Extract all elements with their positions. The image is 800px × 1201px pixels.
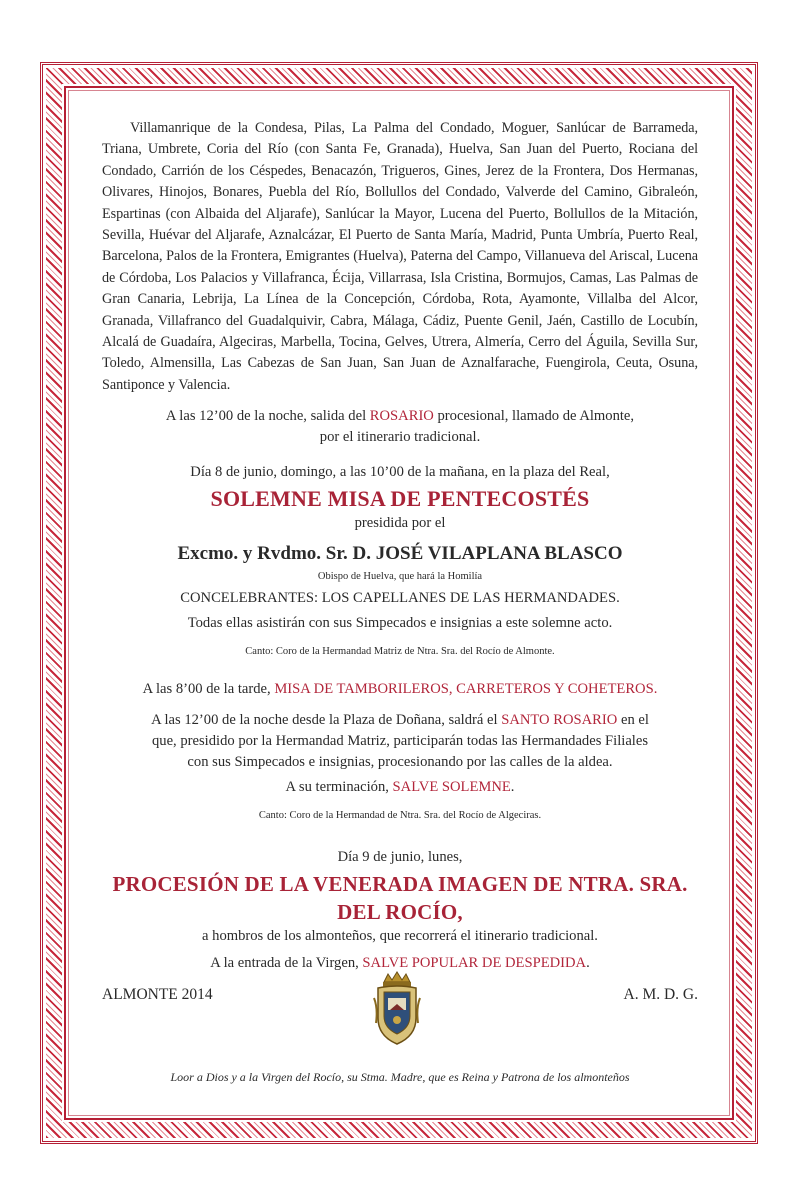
salve-line	[102, 777, 698, 798]
misa-title: SOLEMNE MISA DE PENTECOSTÉS	[210, 486, 590, 512]
towns-paragraph: Villamanrique de la Condesa, Pilas, La Palma del Condado, Moguer, Sanlúcar de Barrameda, Triana, Umbrete, Coria del Río (con Santa Fe, Granada), Huelva, San Juan del Puerto, Rociana del Condado, Carrión de los Céspedes, Benacazón, Trigueros, Gines, Jerez de la Frontera, Dos Hermanas, Olivares, Hinojos, Bonares, Puebla del Río, Bollullos del Condado, Valverde del Camino, Gibraleón, Espartinas (con Albaida del Aljarafe), Sanlúcar la Mayor, Lucena del Puerto, Bollullos de la Mitación, Sevilla, Huévar del Aljarafe, Aznalcázar, El Puerto de Santa María, Madrid, Punta Umbría, Puerto Real, Barcelona, Palos de la Frontera, Emigrantes (Huelva), Paterna del Campo, Villanueva del Ariscal, Lucena de Córdoba, Los Palacios y Villafranca, Écija, Villarrasa, Isla Cristina, Bormujos, Camas, Las Palmas de Gran Canaria, Lebrija, La Línea de la Concepción, Córdoba, Rota, Ayamonte, Villalba del Alcor, Granada, Villafranco del Guadalquivir, Cabra, Málaga, Cádiz, Puente Genil, Jaén, Castillo de Locubín, Alcalá de Guadaíra, Algeciras, Marbella, Tocina, Gelves, Utrera, Almería, Cerro del Águila, Sevilla Sur, Toledo, Almensilla, Las Cabezas de San Juan, San Juan de Aznalfarache, Fuengirola, Ceuta, Osuna, Santiponce y Valencia.	[102, 120, 698, 393]
bishop-role: Obispo de Huelva, que hará la Homilía	[317, 571, 483, 583]
procesion-line2: a hombros de los almonteños, que recorrerá el itinerario tradicional.	[202, 928, 598, 945]
santo-rosario-pre: A las 12’00 de la noche desde la Plaza de Doñana, saldrá el	[151, 712, 502, 729]
procesion-title: PROCESIÓN DE LA VENERADA IMAGEN DE NTRA. SRA. DEL ROCÍO,	[112, 872, 688, 925]
rosario-line2: por el itinerario tradicional.	[319, 429, 481, 446]
entrada-highlight: SALVE POPULAR DE DESPEDIDA	[362, 955, 587, 972]
document-body	[102, 118, 698, 1004]
rosario-highlight: ROSARIO	[369, 408, 434, 425]
place-year: ALMONTE 2014	[102, 986, 213, 1004]
presided-line: presidida por el	[354, 515, 446, 532]
misa-date: Día 8 de junio, domingo, a las 10’00 de la mañana, en la plaza del Real,	[190, 464, 610, 481]
tamborileros-line	[102, 679, 698, 700]
santo-rosario-line3: con sus Simpecados e insignias, procesionando por las calles de la aldea.	[187, 754, 613, 771]
rosario-pre: A las 12’00 de la noche, salida del	[165, 408, 370, 425]
rosario-line	[102, 406, 698, 427]
salve-post: .	[510, 779, 515, 796]
tamborileros-highlight: MISA DE TAMBORILEROS, CARRETEROS Y COHETEROS.	[274, 681, 658, 698]
bishop-name: Excmo. y Rvdmo. Sr. D. JOSÉ VILAPLANA BLASCO	[177, 543, 623, 565]
misa-canto: Canto: Coro de la Hermandad Matriz de Ntra. Sra. del Rocío de Almonte.	[245, 645, 555, 657]
santo-rosario-post: en el	[617, 712, 649, 729]
salve-pre: A su terminación,	[285, 779, 393, 796]
rosario-post: procesional, llamado de Almonte,	[433, 408, 635, 425]
amdg: A. M. D. G.	[623, 986, 698, 1004]
santo-rosario-highlight: SANTO ROSARIO	[501, 712, 618, 729]
procesion-date: Día 9 de junio, lunes,	[337, 849, 463, 866]
concelebrantes: CONCELEBRANTES: LOS CAPELLANES DE LAS HERMANDADES.	[180, 590, 620, 607]
santo-rosario-line	[102, 710, 698, 731]
entrada-post: .	[586, 955, 590, 972]
santo-rosario-canto: Canto: Coro de la Hermandad de Ntra. Sra. del Rocío de Algeciras.	[258, 809, 542, 821]
salve-highlight: SALVE SOLEMNE	[392, 779, 511, 796]
santo-rosario-line2: que, presidido por la Hermandad Matriz, participarán todas las Hermandades Filiales	[151, 733, 649, 750]
tamborileros-pre: A las 8’00 de la tarde,	[142, 681, 275, 698]
entrada-pre: A la entrada de la Virgen,	[210, 955, 363, 972]
motto: Loor a Dios y a la Virgen del Rocío, su Stma. Madre, que es Reina y Patrona de los almonteños	[170, 1070, 630, 1084]
coat-of-arms-icon	[372, 968, 422, 1048]
attend-line: Todas ellas asistirán con sus Simpecados e insignias a este solemne acto.	[187, 615, 613, 632]
